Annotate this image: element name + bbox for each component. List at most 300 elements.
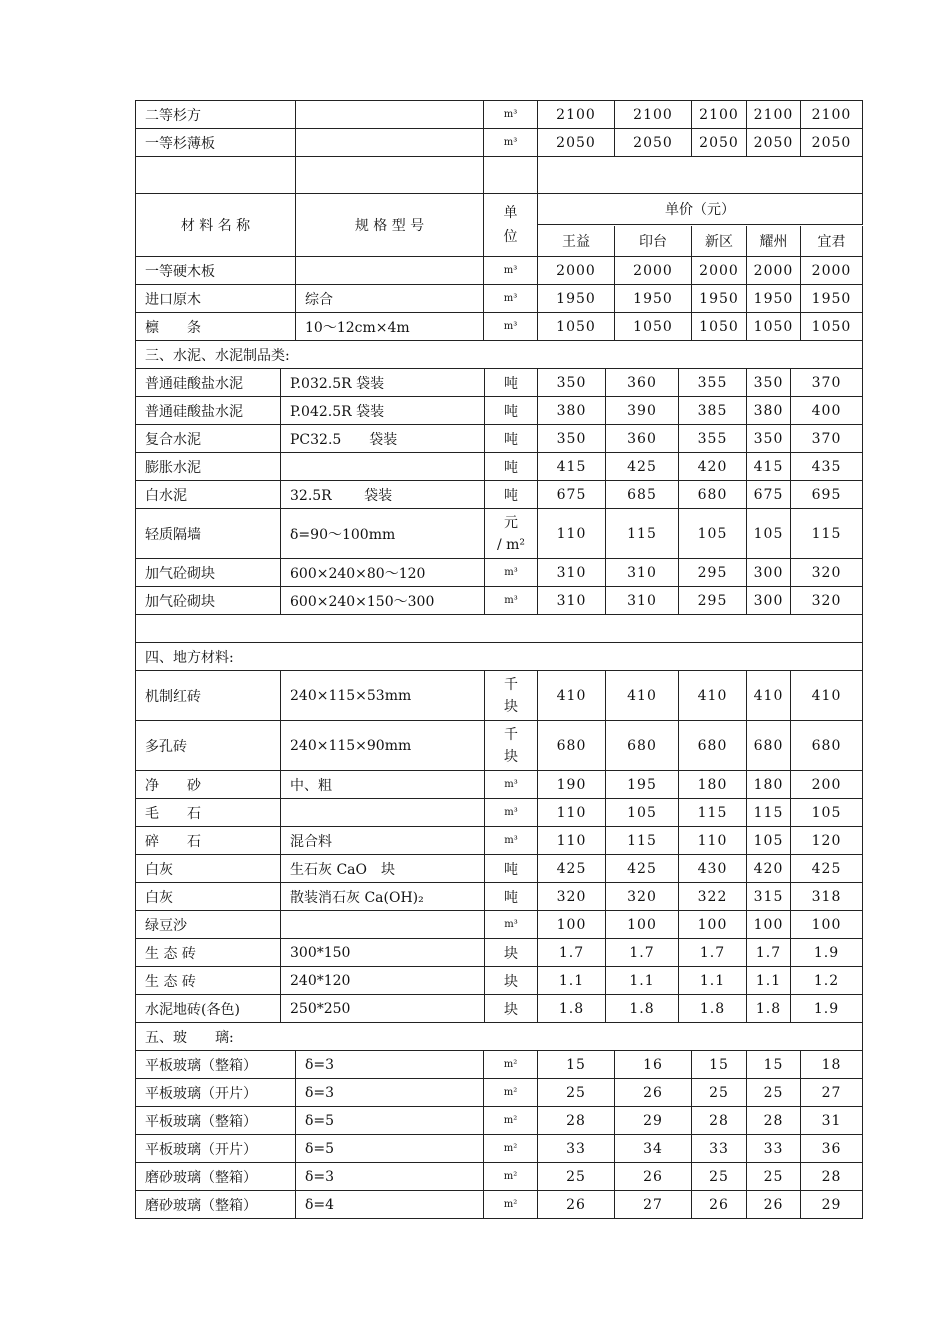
unit-text: 吨 xyxy=(504,487,518,504)
price-cell xyxy=(747,1163,801,1190)
price-value: 685 xyxy=(627,486,657,503)
price-cell xyxy=(679,799,747,826)
price-cell xyxy=(801,285,863,312)
unit-stack xyxy=(504,674,518,718)
price-cell xyxy=(747,587,791,614)
material-name: 磨砂玻璃（整箱） xyxy=(145,1197,257,1214)
unit-stack xyxy=(497,512,525,556)
price-cell xyxy=(615,313,692,340)
price-cell xyxy=(606,369,679,396)
price-value: 310 xyxy=(627,592,657,609)
spec-text: δ=5 xyxy=(305,1112,335,1129)
price-cell xyxy=(791,995,863,1022)
price-value: 410 xyxy=(556,687,587,704)
price-value: 318 xyxy=(811,888,842,905)
section-header xyxy=(136,1023,863,1051)
price-value: 1.7 xyxy=(629,944,655,961)
header-spec-cell xyxy=(296,194,484,256)
price-cell xyxy=(791,855,863,882)
price-value: 385 xyxy=(697,402,728,419)
spec-text: 240*120 xyxy=(290,972,351,989)
spec-text: 32.5R 袋装 xyxy=(290,487,393,504)
price-cell xyxy=(791,799,863,826)
price-value: 2050 xyxy=(556,134,596,151)
price-cell xyxy=(747,129,801,156)
unit-text: 块 xyxy=(504,945,518,962)
price-value: 115 xyxy=(697,804,728,821)
price-value: 680 xyxy=(811,737,842,754)
price-value: 350 xyxy=(556,430,587,447)
price-value: 1.8 xyxy=(699,1000,726,1017)
price-cell xyxy=(606,425,679,452)
table-row xyxy=(136,967,863,995)
price-value: 360 xyxy=(627,430,657,447)
spec-text: δ=90～100mm xyxy=(290,526,396,543)
table-row xyxy=(136,1191,863,1219)
unit-cell xyxy=(484,285,538,312)
price-cell xyxy=(538,855,606,882)
price-value: 320 xyxy=(811,564,842,581)
price-value: 410 xyxy=(697,687,728,704)
price-cell xyxy=(615,1163,692,1190)
price-cell xyxy=(801,1079,863,1106)
price-value: 28 xyxy=(763,1112,784,1129)
spec-text: PC32.5 袋装 xyxy=(290,431,398,448)
table-row xyxy=(136,509,863,559)
price-value: 2100 xyxy=(556,106,596,123)
price-cell xyxy=(747,559,791,586)
price-cell xyxy=(791,425,863,452)
unit-cell xyxy=(484,1135,538,1162)
price-cell xyxy=(791,671,863,720)
material-name-cell xyxy=(136,101,296,128)
header-city-cell xyxy=(615,226,692,256)
table-row xyxy=(136,257,863,285)
material-name: 一等杉薄板 xyxy=(145,135,215,152)
unit-text: m² xyxy=(503,1115,518,1126)
unit-text: 吨 xyxy=(504,861,518,878)
price-value: 320 xyxy=(556,888,587,905)
price-cell xyxy=(747,883,791,910)
material-name: 加气砼砌块 xyxy=(145,593,215,610)
table-row xyxy=(136,481,863,509)
price-value: 1050 xyxy=(633,318,673,335)
price-value: 1050 xyxy=(753,318,794,335)
spec-text: 中、粗 xyxy=(290,777,332,794)
price-cell xyxy=(538,1107,615,1134)
table-row xyxy=(136,939,863,967)
price-value: 120 xyxy=(811,832,842,849)
price-cell xyxy=(606,911,679,938)
price-cell xyxy=(747,671,791,720)
table-row xyxy=(136,911,863,939)
price-cell xyxy=(791,721,863,770)
price-cell xyxy=(538,481,606,508)
unit-text: 吨 xyxy=(504,375,518,392)
price-value: 29 xyxy=(821,1196,842,1213)
price-cell xyxy=(615,1191,692,1218)
price-value: 1950 xyxy=(633,290,673,307)
material-name-cell xyxy=(136,369,281,396)
price-value: 195 xyxy=(627,776,657,793)
price-value: 675 xyxy=(753,486,784,503)
price-value: 1.7 xyxy=(699,944,726,961)
unit-text: 吨 xyxy=(504,459,518,476)
price-value: 425 xyxy=(627,458,657,475)
price-value: 350 xyxy=(753,430,784,447)
price-value: 18 xyxy=(821,1056,842,1073)
price-cell xyxy=(538,1079,615,1106)
price-value: 1.1 xyxy=(558,972,585,989)
price-cell xyxy=(801,1191,863,1218)
price-cell xyxy=(538,995,606,1022)
material-name: 平板玻璃（开片） xyxy=(145,1085,257,1102)
unit-cell xyxy=(484,1107,538,1134)
material-name: 白灰 xyxy=(145,889,173,906)
price-value: 435 xyxy=(811,458,842,475)
price-cell xyxy=(747,771,791,798)
price-cell xyxy=(747,397,791,424)
price-value: 1950 xyxy=(811,290,852,307)
price-cell xyxy=(615,1135,692,1162)
material-name-cell xyxy=(136,827,281,854)
price-value: 400 xyxy=(811,402,842,419)
price-value: 295 xyxy=(697,592,728,609)
price-value: 1050 xyxy=(556,318,596,335)
price-value: 27 xyxy=(821,1084,842,1101)
price-value: 110 xyxy=(697,832,728,849)
table-row xyxy=(136,129,863,157)
spec-cell xyxy=(281,911,485,938)
price-value: 675 xyxy=(556,486,587,503)
blank-row xyxy=(136,157,863,194)
price-cell xyxy=(606,481,679,508)
section-title: 四、地方材料: xyxy=(145,649,234,666)
price-cell xyxy=(791,369,863,396)
unit-cell xyxy=(485,827,538,854)
price-cell xyxy=(606,967,679,994)
price-cell xyxy=(679,967,747,994)
price-value: 100 xyxy=(627,916,657,933)
unit-text: m³ xyxy=(504,835,518,846)
material-name: 绿豆沙 xyxy=(145,917,187,934)
price-value: 115 xyxy=(627,832,657,849)
material-name: 净 砂 xyxy=(145,777,201,794)
price-cell xyxy=(679,827,747,854)
section-header xyxy=(136,643,863,671)
material-name-cell xyxy=(136,509,281,558)
price-cell xyxy=(801,257,863,284)
price-value: 380 xyxy=(753,402,784,419)
header-city: 新区 xyxy=(705,234,733,250)
price-cell xyxy=(615,285,692,312)
spec-cell xyxy=(281,397,485,424)
unit-text: 元 / m² xyxy=(496,514,526,553)
unit-text: 吨 xyxy=(504,403,518,420)
price-cell xyxy=(801,1107,863,1134)
price-value: 34 xyxy=(643,1140,663,1157)
price-value: 425 xyxy=(556,860,587,877)
table-row xyxy=(136,587,863,615)
unit-text: m³ xyxy=(503,137,518,148)
price-cell xyxy=(606,771,679,798)
material-name-cell xyxy=(136,771,281,798)
table-row xyxy=(136,721,863,771)
price-value: 300 xyxy=(753,592,784,609)
price-cell xyxy=(538,671,606,720)
price-value: 180 xyxy=(697,776,728,793)
price-cell xyxy=(791,939,863,966)
table-row xyxy=(136,559,863,587)
table-header xyxy=(136,194,863,257)
price-cell xyxy=(801,313,863,340)
price-cell xyxy=(615,101,692,128)
blank-cell xyxy=(296,157,484,193)
price-value: 25 xyxy=(566,1168,586,1185)
unit-text: m³ xyxy=(503,265,518,276)
material-name-cell xyxy=(136,129,296,156)
price-cell xyxy=(747,911,791,938)
material-name: 轻质隔墙 xyxy=(145,526,201,543)
blank-cell xyxy=(136,157,296,193)
price-cell xyxy=(538,369,606,396)
price-value: 190 xyxy=(556,776,587,793)
material-name: 檩 条 xyxy=(145,319,201,336)
spec-cell xyxy=(296,129,484,156)
price-value: 180 xyxy=(753,776,784,793)
price-cell xyxy=(538,1163,615,1190)
header-city-cell xyxy=(692,226,747,256)
price-value: 310 xyxy=(627,564,657,581)
material-name-cell xyxy=(136,967,281,994)
price-value: 680 xyxy=(753,737,784,754)
price-cell xyxy=(791,559,863,586)
header-spec: 规 格 型 号 xyxy=(354,218,425,234)
price-value: 31 xyxy=(821,1112,842,1129)
unit-cell xyxy=(484,101,538,128)
price-cell xyxy=(606,453,679,480)
spec-cell xyxy=(281,855,485,882)
price-cell xyxy=(801,1135,863,1162)
price-cell xyxy=(538,587,606,614)
price-cell xyxy=(679,453,747,480)
unit-text: m³ xyxy=(504,919,518,930)
unit-text: m³ xyxy=(503,109,518,120)
table-row xyxy=(136,771,863,799)
price-value: 680 xyxy=(697,486,728,503)
price-value: 425 xyxy=(627,860,657,877)
spec-text: 600×240×150～300 xyxy=(290,593,435,610)
price-value: 115 xyxy=(811,525,842,542)
price-cell xyxy=(679,883,747,910)
spec-cell xyxy=(281,721,485,770)
price-value: 2100 xyxy=(699,106,739,123)
price-value: 15 xyxy=(566,1056,586,1073)
price-cell xyxy=(747,425,791,452)
section-header xyxy=(136,341,863,369)
price-value: 100 xyxy=(753,916,784,933)
unit-cell xyxy=(484,257,538,284)
spec-cell xyxy=(296,1079,484,1106)
price-cell xyxy=(747,721,791,770)
material-name-cell xyxy=(136,481,281,508)
price-value: 1.7 xyxy=(755,944,782,961)
price-value: 29 xyxy=(643,1112,663,1129)
material-name-cell xyxy=(136,855,281,882)
price-cell xyxy=(747,1079,801,1106)
table-row xyxy=(136,1163,863,1191)
price-value: 36 xyxy=(821,1140,842,1157)
spec-text: P.042.5R 袋装 xyxy=(290,403,385,420)
unit-text: m² xyxy=(503,1171,518,1182)
material-name: 白水泥 xyxy=(145,487,187,504)
price-value: 2050 xyxy=(633,134,673,151)
table-row xyxy=(136,101,863,129)
price-cell xyxy=(801,1163,863,1190)
unit-cell xyxy=(485,425,538,452)
price-value: 2000 xyxy=(556,262,596,279)
price-cell xyxy=(606,855,679,882)
price-value: 28 xyxy=(566,1112,586,1129)
unit-text: m³ xyxy=(504,567,518,578)
table-row xyxy=(136,425,863,453)
price-cell xyxy=(606,559,679,586)
price-cell xyxy=(747,453,791,480)
spec-text: 240×115×53mm xyxy=(290,687,412,704)
price-value: 680 xyxy=(697,737,728,754)
price-value: 695 xyxy=(811,486,842,503)
price-value: 26 xyxy=(643,1084,663,1101)
price-value: 320 xyxy=(627,888,657,905)
spec-cell xyxy=(296,257,484,284)
price-value: 110 xyxy=(556,832,587,849)
header-unit: 单 位 xyxy=(503,205,518,245)
header-price-label-cell xyxy=(538,194,863,225)
price-cell xyxy=(801,101,863,128)
material-name: 普通硅酸盐水泥 xyxy=(145,375,243,392)
price-value: 1050 xyxy=(811,318,852,335)
material-name: 磨砂玻璃（整箱） xyxy=(145,1169,257,1186)
unit-text: 千 块 xyxy=(504,676,518,715)
price-value: 322 xyxy=(697,888,728,905)
material-name-cell xyxy=(136,285,296,312)
unit-cell xyxy=(485,509,538,558)
price-value: 15 xyxy=(709,1056,729,1073)
price-value: 1.1 xyxy=(629,972,655,989)
price-value: 28 xyxy=(709,1112,729,1129)
spec-cell xyxy=(296,313,484,340)
price-cell xyxy=(791,827,863,854)
section-header-cell xyxy=(136,1023,863,1050)
price-cell xyxy=(791,453,863,480)
price-value: 105 xyxy=(811,804,842,821)
price-cell xyxy=(679,481,747,508)
price-cell xyxy=(747,1107,801,1134)
price-value: 320 xyxy=(811,592,842,609)
price-cell xyxy=(679,911,747,938)
spec-cell xyxy=(281,453,485,480)
price-value: 1.8 xyxy=(558,1000,585,1017)
price-cell xyxy=(747,257,801,284)
unit-cell xyxy=(484,1079,538,1106)
price-cell xyxy=(538,1051,615,1078)
price-cell xyxy=(679,671,747,720)
blank-row xyxy=(136,615,863,643)
material-name-cell xyxy=(136,939,281,966)
price-cell xyxy=(747,101,801,128)
table-row xyxy=(136,1107,863,1135)
price-value: 2050 xyxy=(753,134,794,151)
spec-cell xyxy=(296,1107,484,1134)
spec-text: 240×115×90mm xyxy=(290,737,412,754)
table-row xyxy=(136,1051,863,1079)
spec-cell xyxy=(281,559,485,586)
price-cell xyxy=(679,397,747,424)
spec-cell xyxy=(296,1163,484,1190)
material-name-cell xyxy=(136,397,281,424)
price-value: 350 xyxy=(753,374,784,391)
material-name: 生 态 砖 xyxy=(145,973,196,990)
price-value: 26 xyxy=(763,1196,784,1213)
price-cell xyxy=(538,313,615,340)
spec-text: δ=3 xyxy=(305,1168,335,1185)
price-value: 16 xyxy=(643,1056,663,1073)
material-name-cell xyxy=(136,911,281,938)
price-value: 100 xyxy=(697,916,728,933)
price-cell xyxy=(747,285,801,312)
unit-cell xyxy=(485,911,538,938)
price-cell xyxy=(791,911,863,938)
header-city-cell xyxy=(801,226,863,256)
table-row xyxy=(136,1135,863,1163)
price-cell xyxy=(615,1079,692,1106)
material-name-cell xyxy=(136,559,281,586)
price-cell xyxy=(692,1191,747,1218)
material-name-cell xyxy=(136,425,281,452)
material-name-cell xyxy=(136,1079,296,1106)
unit-cell xyxy=(485,799,538,826)
unit-cell xyxy=(485,967,538,994)
unit-text: 吨 xyxy=(504,431,518,448)
price-cell xyxy=(606,587,679,614)
price-value: 115 xyxy=(753,804,784,821)
price-value: 33 xyxy=(709,1140,729,1157)
price-cell xyxy=(791,481,863,508)
spec-cell xyxy=(281,671,485,720)
header-name: 材 料 名 称 xyxy=(180,218,251,234)
price-cell xyxy=(538,285,615,312)
price-cell xyxy=(606,995,679,1022)
unit-stack xyxy=(504,724,518,768)
price-value: 1.9 xyxy=(813,944,840,961)
price-cell xyxy=(747,481,791,508)
header-city-cell xyxy=(747,226,801,256)
spec-text: 10～12cm×4m xyxy=(305,319,410,336)
price-value: 1950 xyxy=(753,290,794,307)
price-value: 25 xyxy=(709,1084,729,1101)
price-cell xyxy=(747,1191,801,1218)
price-value: 2050 xyxy=(811,134,852,151)
material-name-cell xyxy=(136,1107,296,1134)
price-value: 115 xyxy=(627,525,657,542)
material-name-cell xyxy=(136,671,281,720)
material-name: 平板玻璃（整箱） xyxy=(145,1113,257,1130)
price-cell xyxy=(679,369,747,396)
price-cell xyxy=(538,1135,615,1162)
price-cell xyxy=(747,855,791,882)
price-value: 350 xyxy=(556,374,587,391)
section-title: 五、玻 璃: xyxy=(145,1029,234,1046)
